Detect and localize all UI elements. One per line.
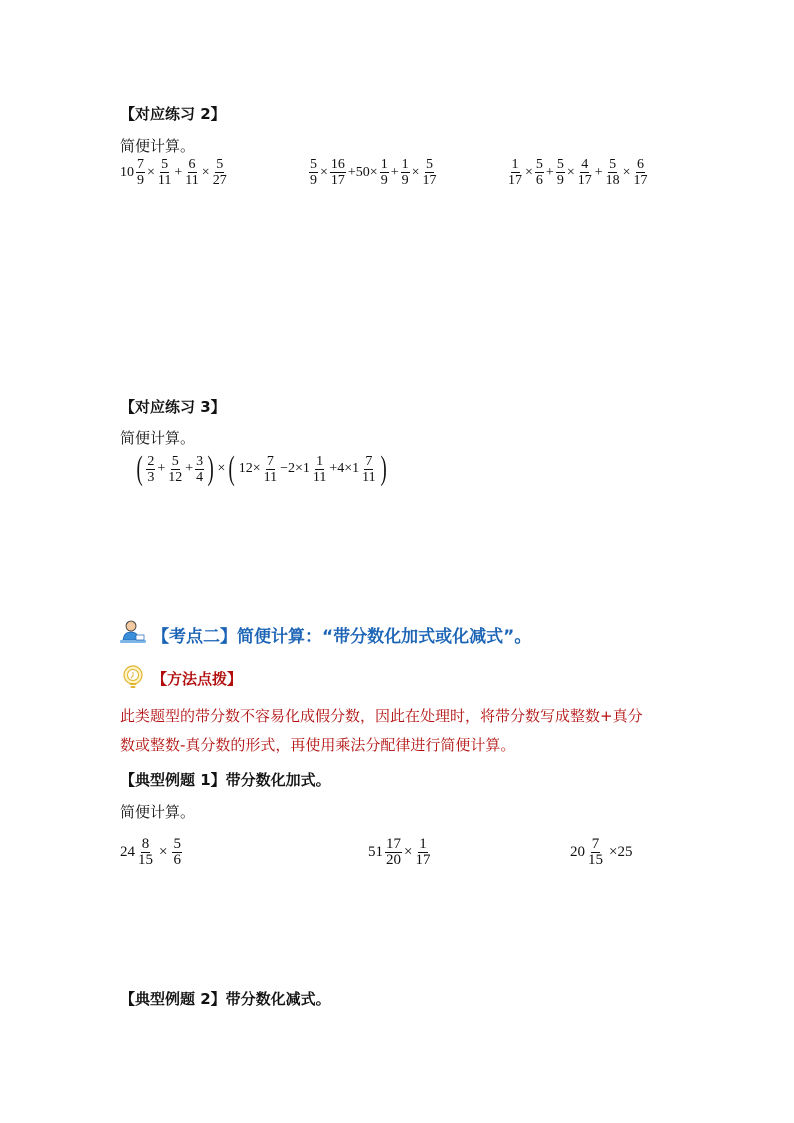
practice2-expression-3 bbox=[506, 158, 650, 187]
operator: × bbox=[147, 164, 155, 180]
term: −2×1 bbox=[280, 461, 310, 476]
method-title: 【方法点拨】 bbox=[152, 669, 243, 688]
fraction: $\frac{4}{17}$ bbox=[577, 157, 592, 188]
operator: × bbox=[217, 461, 226, 476]
mixed-integer: 51 bbox=[368, 844, 383, 860]
fraction: $\frac{5}{9}$ bbox=[556, 157, 564, 188]
left-paren: ( bbox=[228, 450, 236, 487]
operator: + bbox=[185, 461, 194, 476]
fraction: $\frac{5}{6}$ bbox=[173, 836, 181, 868]
fraction: $\frac{1}{9}$ bbox=[380, 157, 388, 188]
mixed-integer: 10 bbox=[120, 164, 134, 180]
example2-heading-line bbox=[120, 988, 331, 1009]
right-paren: ) bbox=[207, 450, 214, 487]
fraction: $\frac{5}{6}$ bbox=[535, 157, 543, 188]
practice3-heading: 【对应练习 3】 bbox=[120, 398, 226, 416]
practice2-expression-1 bbox=[120, 158, 229, 187]
example2-heading: 【典型例题 2】 bbox=[120, 990, 226, 1008]
fraction: $\frac{7}{9}$ bbox=[137, 157, 144, 188]
operator: + bbox=[157, 461, 166, 476]
method-paragraph bbox=[120, 702, 680, 760]
topic2-header bbox=[118, 618, 531, 650]
fraction: $\frac{5}{11}$ bbox=[157, 157, 172, 188]
example1-expression-3 bbox=[570, 838, 633, 867]
method-line-1: 此类题型的带分数不容易化成假分数，因此在处理时，将带分数写成整数+真分 bbox=[120, 707, 643, 725]
operator: + bbox=[174, 164, 183, 180]
fraction: $\frac{17}{20}$ bbox=[386, 836, 401, 868]
fraction: $\frac{6}{17}$ bbox=[633, 157, 648, 188]
operator: × bbox=[404, 844, 413, 860]
fraction: $\frac{5}{12}$ bbox=[168, 453, 183, 485]
operator: + bbox=[545, 164, 554, 180]
practice3-instruction: 简便计算。 bbox=[120, 429, 196, 447]
term: +4×1 bbox=[329, 461, 360, 476]
operator: +50× bbox=[347, 164, 378, 180]
person-at-desk-icon bbox=[118, 618, 150, 650]
mixed-integer: 24 bbox=[120, 844, 135, 860]
fraction: $\frac{7}{11}$ bbox=[362, 453, 376, 485]
fraction: $\frac{5}{18}$ bbox=[605, 157, 620, 188]
fraction: $\frac{3}{4}$ bbox=[196, 453, 204, 485]
operator: ×25 bbox=[609, 844, 633, 860]
fraction: $\frac{7}{11}$ bbox=[263, 453, 278, 485]
operator: × bbox=[320, 164, 328, 180]
operator: × bbox=[622, 164, 631, 180]
example1-heading-line bbox=[120, 769, 331, 790]
left-paren: ( bbox=[136, 450, 143, 487]
practice2-expression-2 bbox=[308, 158, 439, 187]
method-header bbox=[120, 664, 242, 692]
practice2-instruction: 简便计算。 bbox=[120, 137, 196, 155]
method-line-2: 数或整数-真分数的形式，再使用乘法分配律进行简便计算。 bbox=[120, 736, 516, 754]
lightbulb-icon bbox=[120, 664, 148, 692]
example2-subtitle: 带分数化减式。 bbox=[225, 990, 331, 1008]
operator: + bbox=[390, 164, 399, 180]
example1-instruction: 简便计算。 bbox=[120, 803, 196, 821]
operator: × bbox=[525, 164, 533, 180]
term: 12× bbox=[238, 461, 261, 476]
operator: × bbox=[411, 164, 420, 180]
fraction: $\frac{5}{9}$ bbox=[310, 157, 317, 188]
operator: + bbox=[594, 164, 603, 180]
example1-expression-2 bbox=[368, 838, 432, 867]
fraction: $\frac{8}{15}$ bbox=[138, 836, 153, 868]
fraction: $\frac{6}{11}$ bbox=[185, 157, 199, 188]
fraction: $\frac{1}{17}$ bbox=[508, 157, 522, 188]
right-paren: ) bbox=[380, 450, 387, 487]
practice3-expression bbox=[134, 452, 389, 486]
operator: × bbox=[159, 844, 168, 860]
fraction: $\frac{1}{17}$ bbox=[415, 836, 431, 868]
fraction: $\frac{5}{27}$ bbox=[212, 157, 227, 188]
example1-subtitle: 带分数化加式。 bbox=[225, 771, 331, 789]
example1-heading: 【典型例题 1】 bbox=[120, 771, 226, 789]
fraction: $\frac{7}{15}$ bbox=[588, 836, 603, 868]
mixed-integer: 20 bbox=[570, 844, 585, 860]
practice2-heading: 【对应练习 2】 bbox=[120, 105, 226, 123]
fraction: $\frac{2}{3}$ bbox=[147, 453, 155, 485]
operator: × bbox=[566, 164, 575, 180]
fraction: $\frac{5}{17}$ bbox=[422, 157, 437, 188]
example1-expression-1 bbox=[120, 838, 183, 867]
topic2-title: 【考点二】简便计算：“带分数化加式或化减式”。 bbox=[152, 626, 532, 647]
operator: × bbox=[201, 164, 210, 180]
fraction: $\frac{1}{9}$ bbox=[401, 157, 409, 188]
fraction: $\frac{1}{11}$ bbox=[312, 453, 327, 485]
fraction: $\frac{16}{17}$ bbox=[330, 157, 345, 188]
